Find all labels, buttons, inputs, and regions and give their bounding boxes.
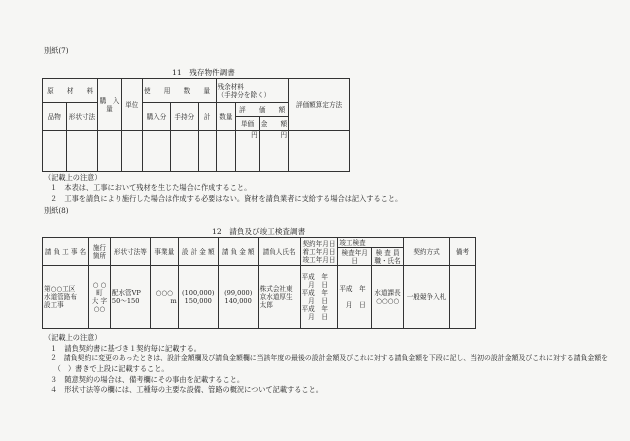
header-hinmei: 品物 xyxy=(43,103,67,131)
header-zanyo: 残余材料 （手持分を除く） xyxy=(216,79,289,103)
header-keijo: 形状寸法 xyxy=(66,103,98,131)
header-kensain: 検 査 員 職・氏名 xyxy=(372,248,404,266)
row-ukeoi: (99,000) 140,000 xyxy=(218,266,258,329)
header-jigyoryo: 事業量 xyxy=(150,238,178,266)
header-kakaku: 評 価 額 xyxy=(236,103,289,117)
form8-title: 12 請負及び竣工検査調書 xyxy=(212,227,306,236)
contract-inspection-table xyxy=(42,237,476,329)
row-koji: 第○○工区 水道管路布 設工事 xyxy=(43,266,89,329)
jigyoryo-unit: m xyxy=(170,297,177,305)
row-hoshiki: 一般競争入札 xyxy=(404,266,450,329)
header-biko: 備考 xyxy=(449,238,475,266)
form8-note-2-cont: （ ）書きで上段に記載すること。 xyxy=(50,364,169,373)
form8-note-2: ２ 請負契約に変更のあったときは、設計金額欄及び請負金額欄に当該年度の最後の設計金額及びこれに対する請負金額を下段に記し、当初の設計金額及びこれに対する請負金額を xyxy=(50,354,609,362)
remaining-items-table xyxy=(42,78,350,172)
row-sekkei: (100,000) 150,000 xyxy=(178,266,218,329)
header-shiyo: 使 用 数 量 xyxy=(143,79,217,103)
header-kingaku: 金 額 xyxy=(259,117,288,131)
form8-note-3: ３ 随意契約の場合は、備考欄にその事由を記載すること。 xyxy=(50,375,245,384)
header-ukeoi: 請 負 金 額 xyxy=(218,238,258,266)
header-hoshiki: 契約方式 xyxy=(404,238,450,266)
form8-label: 別紙(8) xyxy=(44,206,69,215)
header-tanka: 単価 xyxy=(236,117,260,131)
header-genzairyo: 原 材 料 xyxy=(43,79,98,103)
header-konyubun: 購入分 xyxy=(143,103,171,131)
row-kensa-date: 平成 年 月 日 xyxy=(338,266,372,329)
form7-title: 11 残存物件調書 xyxy=(172,68,235,77)
unit-en-2: 円 xyxy=(259,131,288,172)
jigyoryo-value: ○○○ xyxy=(155,289,173,297)
row-basho: ○ ○ 町 大 字 ○○ xyxy=(88,266,110,329)
form7-note-1: １ 本表は、工事において残材を生じた場合に作成すること。 xyxy=(50,183,252,192)
header-kei: 計 xyxy=(198,103,216,131)
row-ukeoinin: 株式会社東 京水道厚生 太郎 xyxy=(258,266,300,329)
form8-notes-title: （記載上の注意） xyxy=(44,333,102,342)
header-sekkei: 設 計 金 額 xyxy=(178,238,218,266)
header-suryo: 数量 xyxy=(216,103,236,131)
header-santei: 評価額算定方法 xyxy=(289,79,350,131)
row-jigyoryo xyxy=(150,266,178,329)
form7-notes-title: （記載上の注意） xyxy=(44,173,102,182)
header-keijo8: 形状寸法等 xyxy=(110,238,150,266)
header-keiyaku-date: 契約年月日 着工年月日 竣工年月日 xyxy=(300,238,338,266)
header-kensa: 竣工検査 xyxy=(338,238,404,248)
form7-label: 別紙(7) xyxy=(44,46,69,55)
row-biko xyxy=(449,266,475,329)
form8-note-1: １ 請負契約書に基づき１契約毎に記載する。 xyxy=(50,344,201,353)
form7-note-2: ２ 工事を請負により施行した場合は作成する必要はない。資材を請負業者に支給する場合は記入すること。 xyxy=(50,194,403,203)
row-keijo: 配水管VP 50～150 xyxy=(110,266,150,329)
header-basho: 施行 箇所 xyxy=(88,238,110,266)
form8-note-4: ４ 形状寸法等の欄には、工種毎の主要な設備、管路の概況について記載すること。 xyxy=(50,385,323,394)
header-ukeoinin: 請負人氏名 xyxy=(258,238,300,266)
row-kensain: 水道課長 ○○○○ xyxy=(372,266,404,329)
unit-en-1: 円 xyxy=(236,131,260,172)
header-tani: 単位 xyxy=(121,79,142,131)
row-dates: 平成 年 月 日 平成 年 月 日 平成 年 月 日 xyxy=(300,266,338,329)
header-temochibun: 手持分 xyxy=(170,103,198,131)
header-kensa-date: 検査年月 日 xyxy=(338,248,372,266)
header-konyu: 購 入 量 xyxy=(98,79,121,131)
header-koji: 請 負 工 事 名 xyxy=(43,238,89,266)
